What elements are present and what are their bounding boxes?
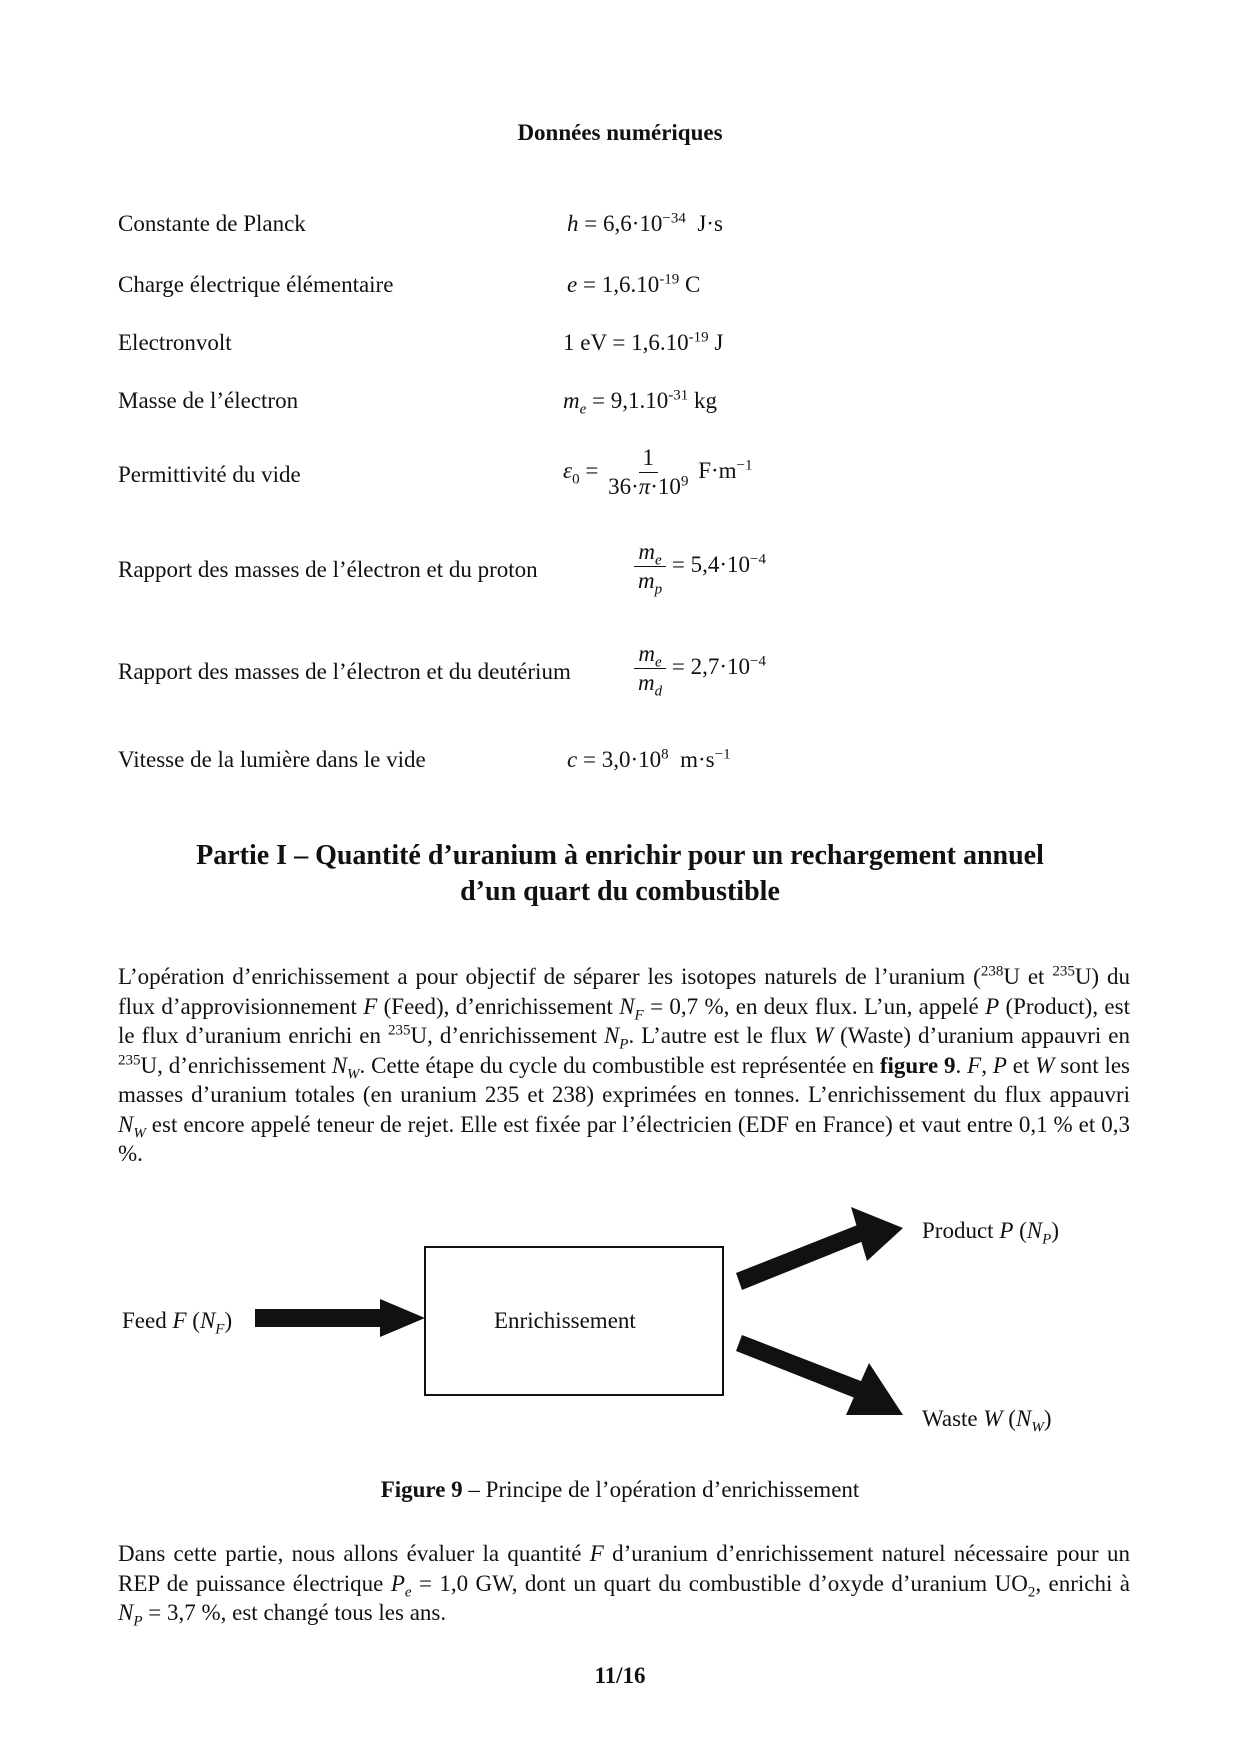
constant-label-permittivity: Permittivité du vide (118, 462, 301, 487)
section-title-line2: d’un quart du combustible (460, 876, 780, 907)
waste-arrow (736, 1335, 903, 1415)
constant-value-electron-mass: $m_e = 9,1.10^{-31}$ kg (563, 387, 718, 418)
page-number: 11/16 (594, 1663, 646, 1688)
intro-paragraph: L’opération d’enrichissement a pour objectif de séparer les isotopes naturels de l’uranium ($^{238}$U et $^{235}$U) du flux d’approvisionnement F (Feed), d’enrichissement $N_F = 0,7$ %, en deux flux. L’un, appelé P (Product), est le flux d’uranium enrichi en $^{235}$U, d’enrichissement $N_P$. L’autre est le flux W (Waste) d’uranium appauvri en $^{235}$U, d’enrichissement $N_W$. Cette étape du cycle du combustible est représentée en figure 9. F, P et W sont les masses d’uranium totales (en uranium 235 et 238) exprimées en tonnes. L’enrichissement du flux appauvri $N_W$ est encore appelé teneur de rejet. Elle est fixée par l’électricien (EDF en France) et vaut entre 0,1 % et 0,3 %. (118, 963, 1130, 1166)
constant-value-electronvolt: 1 eV = $1,6.10^{-19}$ J (563, 329, 724, 355)
constant-label-charge: Charge électrique élémentaire (118, 272, 394, 297)
page-title: Données numériques (517, 120, 723, 145)
constant-value-planck: $h = 6,6\cdot 10^{-34}$ J·s (567, 210, 723, 236)
product-label: Product P $(N_P)$ (922, 1218, 1059, 1248)
constant-label-mass-ratio-deuterium: Rapport des masses de l’électron et du deutérium (118, 659, 571, 684)
constant-value-mass-ratio-proton: $\frac{m_e}{m_p}$ = $5,4\cdot 10^{-4}$ (634, 540, 766, 593)
constant-label-electron-mass: Masse de l’électron (118, 388, 299, 413)
box-label: Enrichissement (494, 1308, 636, 1333)
part-intro-paragraph: Dans cette partie, nous allons évaluer la quantité F d’uranium d’enrichissement naturel nécessaire pour un REP de puissance électrique $P_e = 1,0$ GW, dont un quart du combustible d’oxyde d’uranium $UO_2$, enrichi à $N_P = 3,7$ %, est changé tous les ans. (118, 1541, 1130, 1630)
feed-label: Feed F $(N_F)$ (122, 1308, 233, 1338)
waste-label: Waste W $(N_W)$ (922, 1406, 1052, 1436)
figure-caption-text: – Principe de l’opération d’enrichissement (462, 1477, 860, 1502)
constant-value-charge: $e = 1,6.10^{-19}$ C (567, 271, 701, 297)
constant-label-planck: Constante de Planck (118, 211, 306, 236)
constant-value-light-speed: $c = 3,0\cdot 10^8$ $m\cdot s^{-1}$ (567, 746, 731, 772)
constant-label-electronvolt: Electronvolt (118, 330, 232, 355)
constant-label-light-speed: Vitesse de la lumière dans le vide (118, 747, 426, 772)
constant-value-mass-ratio-deuterium: $\frac{m_e}{m_d}$ = $2,7\cdot 10^{-4}$ (634, 642, 766, 695)
constant-value-permittivity: $\varepsilon_0$ = $\frac{1}{36\cdot\pi\cdot 10^9}$ $F\cdot m^{-1}$ (563, 445, 753, 500)
feed-arrow (255, 1299, 425, 1337)
product-arrow (736, 1207, 903, 1290)
figure-caption (0, 1477, 1240, 1503)
constant-label-mass-ratio-proton: Rapport des masses de l’électron et du proton (118, 557, 538, 582)
figure-caption-number: Figure 9 (380, 1477, 463, 1502)
section-title-line1: Partie I – Quantité d’uranium à enrichir pour un rechargement annuel (196, 840, 1044, 871)
